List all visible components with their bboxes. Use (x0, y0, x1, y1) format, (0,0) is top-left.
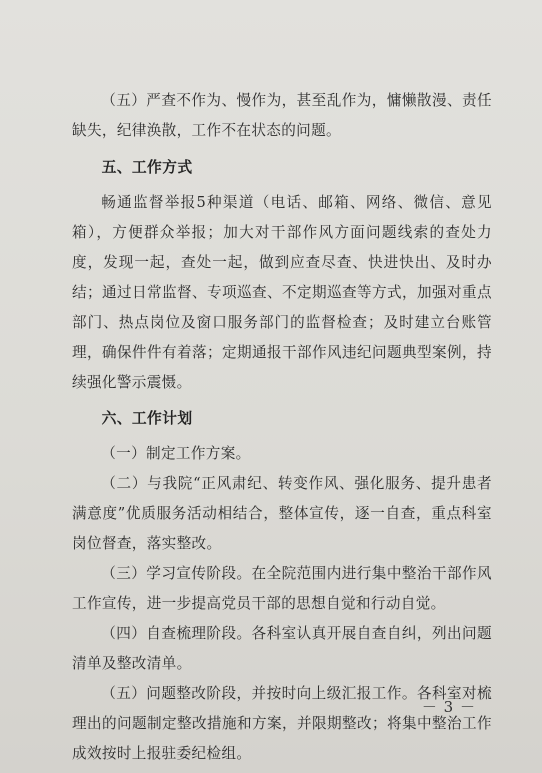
paragraph-plan-1: （一）制定工作方案。 (101, 445, 251, 462)
paragraph-plan-5: （五）问题整改阶段，并按时向上级汇报工作。各科室对梳理出的问题制定整改措施和方案，并限期整改；将集中整治工作成效按时上报驻委纪检组。 (72, 685, 492, 762)
paragraph-plan-4: （四）自查梳理阶段。各科室认真开展自查自纠，列出问题清单及整改清单。 (72, 625, 492, 672)
section-heading-work-plan: 六、工作计划 (101, 410, 193, 427)
paragraph-work-method: 畅通监督举报5种渠道（电话、邮箱、网络、微信、意见箱），方便群众举报；加大对干部作风方面问题线索的查处力度，发现一起，查处一起，做到应查尽查、快进快出、及时办结；通过日常监督、专项巡查、不定期巡查等方式，加强对重点部门、热点岗位及窗口服务部门的监督检查；及时建立台账管理，确保件件有着落；定期通报干部作风违纪问题典型案例，持续强化警示震慑。 (72, 194, 492, 391)
paragraph-plan-2: （二）与我院“正风肃纪、转变作风、强化服务、提升患者满意度”优质服务活动相结合，整体宣传，逐一自查，重点科室岗位督查，落实整改。 (72, 475, 492, 552)
paragraph-item-5-inaction: （五）严查不作为、慢作为，甚至乱作为，慵懒散漫、责任缺失，纪律涣散，工作不在状态的问题。 (72, 92, 492, 139)
document-body (72, 86, 492, 769)
paragraph-plan-3: （三）学习宣传阶段。在全院范围内进行集中整治干部作风工作宣传，进一步提高党员干部的思想自觉和行动自觉。 (72, 565, 492, 612)
section-heading-work-method: 五、工作方式 (101, 159, 193, 176)
page-number: － 3 － (421, 698, 476, 716)
